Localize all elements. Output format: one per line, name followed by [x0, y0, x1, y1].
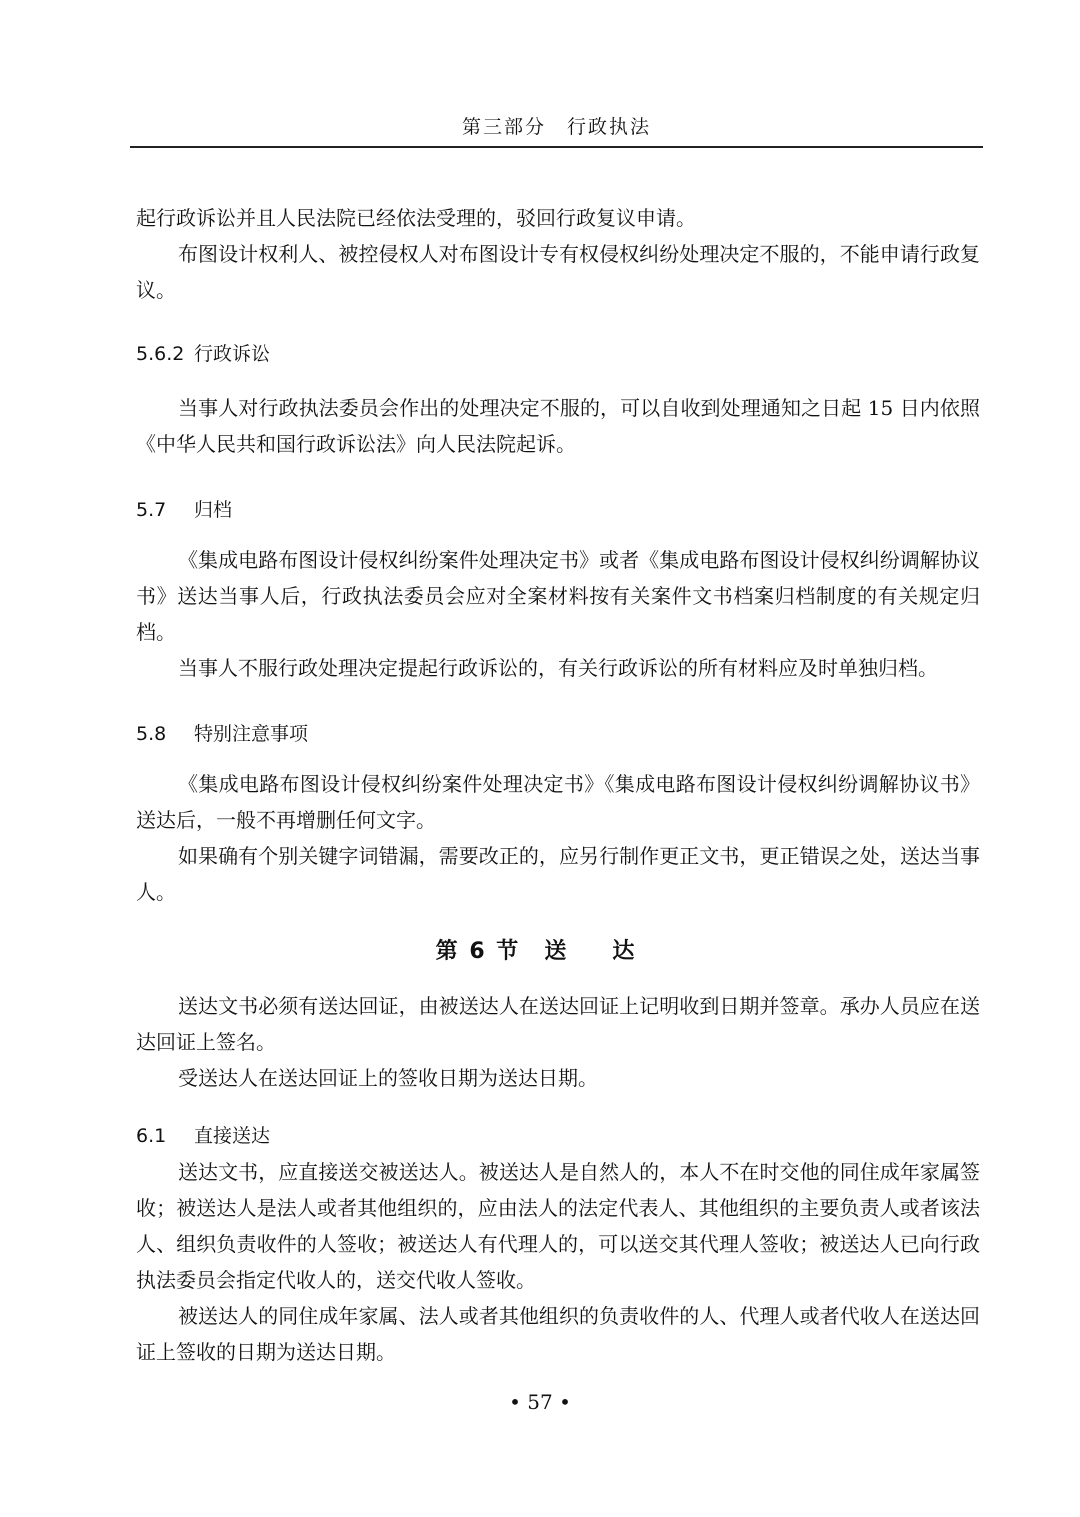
- header-divider: [130, 146, 983, 148]
- section-number: 第 6 节: [435, 939, 521, 964]
- heading-number: 5.7: [136, 499, 167, 521]
- running-header: 第三部分 行政执法: [461, 116, 651, 138]
- heading-text: 直接送达: [194, 1125, 271, 1147]
- page-number: • 57 •: [509, 1390, 571, 1414]
- heading-number: 6.1: [136, 1125, 167, 1147]
- subsection-heading-5-6-2: [136, 336, 980, 372]
- heading-text: 归档: [194, 499, 233, 521]
- section-name: 送达: [544, 939, 681, 964]
- heading-number: 5.6.2: [136, 343, 185, 365]
- subsection-heading-6-1: [136, 1118, 980, 1154]
- paragraph: 起行政诉讼并且人民法院已经依法受理的，驳回行政复议申请。: [136, 206, 696, 230]
- paragraph: 《集成电路布图设计侵权纠纷案件处理决定书》或者《集成电路布图设计侵权纠纷调解协议书》送达当事人后，行政执法委员会应对全案材料按有关案件文书档案归档制度的有关规定归档。: [136, 548, 980, 644]
- heading-number: 5.8: [136, 723, 167, 745]
- heading-text: 特别注意事项: [194, 723, 309, 745]
- paragraph: 被送达人的同住成年家属、法人或者其他组织的负责收件的人、代理人或者代收人在送达回证上签收的日期为送达日期。: [136, 1304, 980, 1364]
- paragraph: 当事人不服行政处理决定提起行政诉讼的，有关行政诉讼的所有材料应及时单独归档。: [178, 656, 938, 680]
- paragraph: 《集成电路布图设计侵权纠纷案件处理决定书》《集成电路布图设计侵权纠纷调解协议书》送达后，一般不再增删任何文字。: [136, 772, 980, 832]
- paragraph: 受送达人在送达回证上的签收日期为送达日期。: [178, 1066, 598, 1090]
- paragraph: 如果确有个别关键字词错漏，需要改正的，应另行制作更正文书，更正错误之处，送达当事人。: [136, 844, 980, 904]
- subsection-heading-5-8: [136, 716, 980, 752]
- paragraph: 布图设计权利人、被控侵权人对布图设计专有权侵权纠纷处理决定不服的，不能申请行政复议。: [136, 242, 980, 302]
- paragraph: 送达文书，应直接送交被送达人。被送达人是自然人的，本人不在时交他的同住成年家属签收；被送达人是法人或者其他组织的，应由法人的法定代表人、其他组织的主要负责人或者该法人、组织负责收件的人签收；被送达人有代理人的，可以送交其代理人签收；被送达人已向行政执法委员会指定代收人的，送交代收人签收。: [136, 1160, 980, 1292]
- heading-text: 行政诉讼: [194, 343, 271, 365]
- paragraph: 当事人对行政执法委员会作出的处理决定不服的，可以自收到处理通知之日起 15 日内依照《中华人民共和国行政诉讼法》向人民法院起诉。: [136, 396, 980, 456]
- page-body: [136, 200, 980, 1370]
- subsection-heading-5-7: [136, 492, 980, 528]
- paragraph: 送达文书必须有送达回证，由被送达人在送达回证上记明收到日期并签章。承办人员应在送达回证上签名。: [136, 994, 980, 1054]
- section-title-6: [136, 934, 980, 970]
